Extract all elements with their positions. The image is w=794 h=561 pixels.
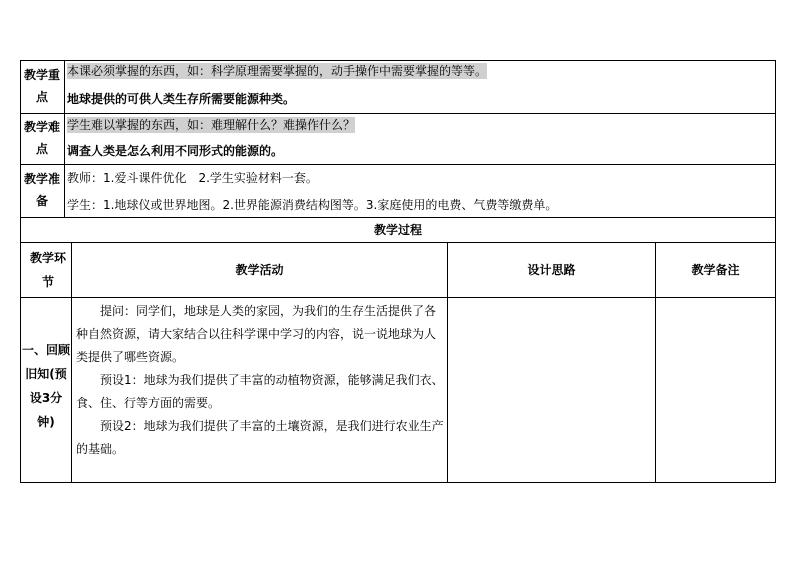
row-divider <box>20 242 776 243</box>
process-title: 教学过程 <box>373 223 422 237</box>
col-divider <box>655 242 656 483</box>
table-border-bottom <box>20 482 776 483</box>
activity-question: 提问：同学们，地球是人类的家园，为我们的生存生活提供了各种自然资源，请大家结合以往科学课中学习的内容，说一说地球为人类提供了哪些资源。 <box>76 304 437 364</box>
stage1-activity <box>76 300 444 461</box>
row-divider <box>20 113 776 114</box>
col-divider <box>64 60 65 218</box>
difficulties-label: 教学难点 <box>23 120 60 156</box>
header-stage: 教学环节 <box>29 251 66 289</box>
activity-preset-2: 预设2：地球为我们提供了丰富的土壤资源，是我们进行农业生产的基础。 <box>76 419 444 456</box>
preparation-line2: 学生：1.地球仪或世界地图。2.世界能源消费结构图等。3.家庭使用的电费、气费等缴费单。 <box>67 198 558 212</box>
table-border-top <box>20 60 776 61</box>
stage1-label: 一、回顾旧知(预设3分钟) <box>22 343 71 429</box>
difficulties-line1: 学生难以掌握的东西，如：难理解什么？难操作什么？ <box>67 118 356 132</box>
difficulties-line2: 调查人类是怎么利用不同形式的能源的。 <box>67 144 284 158</box>
preparation-line1: 教师：1.爱斗课件优化 2.学生实验材料一套。 <box>67 171 318 185</box>
col-divider <box>447 242 448 483</box>
key-points-line2: 地球提供的可供人类生存所需要能源种类。 <box>67 92 296 106</box>
preparation-label: 教学准备 <box>23 172 60 208</box>
key-points-line1: 本课必须掌握的东西，如：科学原理需要掌握的，动手操作中需要掌握的等等。 <box>67 64 488 78</box>
activity-preset-1: 预设1：地球为我们提供了丰富的动植物资源，能够满足我们衣、食、住、行等方面的需要。 <box>76 373 444 410</box>
table-border-right <box>775 60 776 483</box>
header-notes: 教学备注 <box>691 263 740 277</box>
header-activity: 教学活动 <box>235 263 284 277</box>
col-divider <box>71 242 72 483</box>
row-divider <box>20 217 776 218</box>
header-design: 设计思路 <box>527 263 576 277</box>
row-divider <box>20 164 776 165</box>
row-divider <box>20 297 776 298</box>
key-points-label: 教学重点 <box>23 68 60 104</box>
